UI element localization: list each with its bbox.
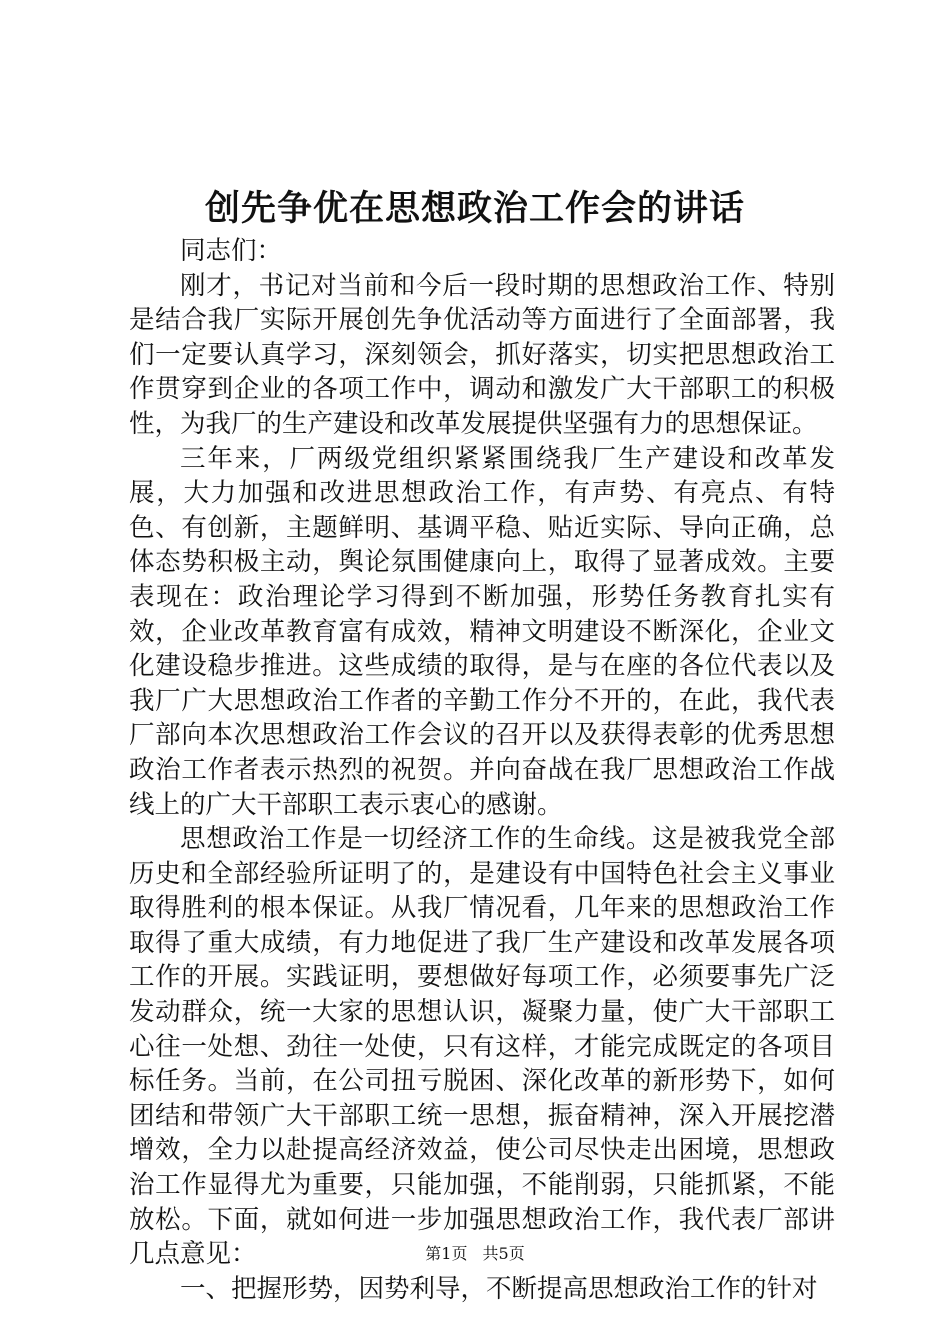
paragraph: 思想政治工作是一切经济工作的生命线。这是被我党全部历史和全部经验所证明了的，是建设有中国特色社会主义事业取得胜利的根本保证。从我厂情况看，几年来的思想政治工作取得了重大成绩，有力地促进了我厂生产建设和改革发展各项工作的开展。实践证明，要想做好每项工作，必须要事先广泛发动群众，统一大家的思想认识，凝聚力量，使广大干部职工心往一处想、劲往一处使，只有这样，才能完成既定的各项目标任务。当前，在公司扭亏脱困、深化改革的新形势下，如何团结和带领广大干部职工统一思想，振奋精神，深入开展挖潜增效，全力以赴提高经济效益，使公司尽快走出困境，思想政治工作显得尤为重要，只能加强，不能削弱，只能抓紧，不能放松。下面，就如何进一步加强思想政治工作，我代表厂部讲几点意见： (129, 824, 835, 1270)
page-total: 共5页 (482, 1244, 525, 1263)
document-title: 创先争优在思想政治工作会的讲话 (204, 188, 745, 229)
salutation: 同志们： (180, 236, 283, 266)
paragraph: 三年来，厂两级党组织紧紧围绕我厂生产建设和改革发展，大力加强和改进思想政治工作，有声势、有亮点、有特色、有创新，主题鲜明、基调平稳、贴近实际、导向正确，总体态势积极主动，舆论氛围健康向上，取得了显著成效。主要表现在：政治理论学习得到不断加强，形势任务教育扎实有效，企业改革教育富有成效，精神文明建设不断深化，企业文化建设稳步推进。这些成绩的取得，是与在座的各位代表以及我厂广大思想政治工作者的辛勤工作分不开的，在此，我代表厂部向本次思想政治工作会议的召开以及获得表彰的优秀思想政治工作者表示热烈的祝贺。并向奋战在我厂思想政治工作战线上的广大干部职工表示衷心的感谢。 (129, 443, 835, 820)
page-number: 第1页 (425, 1244, 468, 1263)
paragraph: 刚才，书记对当前和今后一段时期的思想政治工作、特别是结合我厂实际开展创先争优活动等方面进行了全面部署，我们一定要认真学习，深刻领会，抓好落实，切实把思想政治工作贯穿到企业的各项工作中，调动和激发广大干部职工的积极性，为我厂的生产建设和改革发展提供坚强有力的思想保证。 (129, 270, 835, 439)
document-body (129, 234, 835, 1306)
page-footer (0, 1244, 950, 1264)
paragraph: 一、把握形势，因势利导，不断提高思想政治工作的针对 (180, 1273, 818, 1304)
